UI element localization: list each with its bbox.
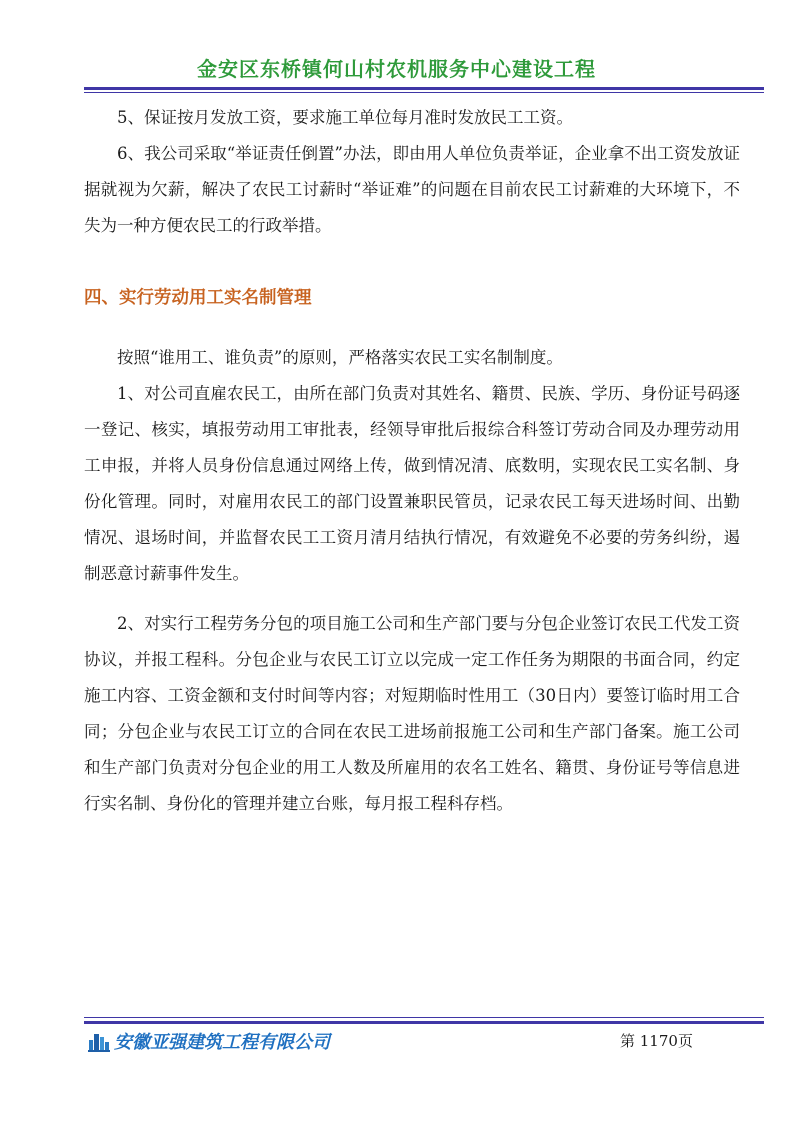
paragraph: 6、我公司采取“举证责任倒置”办法，即由用人单位负责举证，企业拿不出工资发放证据就视为欠薪，解决了农民工讨薪时“举证难”的问题在目前农民工讨薪难的大环境下，不失为一种方便农民工的行政举措。 (84, 144, 740, 235)
company-name: 安徽亚强建筑工程有限公司 (114, 1032, 330, 1053)
paragraph: 2、对实行工程劳务分包的项目施工公司和生产部门要与分包企业签订农民工代发工资协议，并报工程科。分包企业与农民工订立以完成一定工作任务为期限的书面合同，约定施工内容、工资金额和支付时间等内容；对短期临时性用工（30日内）要签订临时用工合同；分包企业与农民工订立的合同在农民工进场前报施工公司和生产部门备案。施工公司和生产部门负责对分包企业的用工人数及所雇用的农名工姓名、籍贯、身份证号等信息进行实名制、身份化的管理并建立台账，每月报工程科存档。 (84, 614, 740, 813)
header-rule-thick (84, 87, 764, 90)
paragraph: 按照“谁用工、谁负责”的原则，严格落实农民工实名制制度。 (117, 348, 563, 367)
building-icon (88, 1030, 110, 1052)
footer-company (88, 1028, 330, 1054)
section-b-body (84, 340, 740, 822)
footer-rule-thick (84, 1021, 764, 1024)
paragraph: 5、保证按月发放工资，要求施工单位每月准时发放民工工资。 (117, 108, 573, 127)
section-heading: 四、实行劳动用工实名制管理 (84, 288, 312, 308)
page-number: 第 1170页 (620, 1032, 693, 1050)
header-title: 金安区东桥镇何山村农机服务中心建设工程 (197, 57, 596, 81)
header-rule-thin (84, 92, 764, 93)
footer-rule-thin (84, 1017, 764, 1018)
paragraph: 1、对公司直雇农民工，由所在部门负责对其姓名、籍贯、民族、学历、身份证号码逐一登记、核实，填报劳动用工审批表，经领导审批后报综合科签订劳动合同及办理劳动用工申报，并将人员身份信息通过网络上传，做到情况清、底数明，实现农民工实名制、身份化管理。同时，对雇用农民工的部门设置兼职民管员，记录农民工每天进场时间、出勤情况、退场时间，并监督农民工工资月清月结执行情况，有效避免不必要的劳务纠纷，遏制恶意讨薪事件发生。 (84, 384, 740, 583)
section-a-body (84, 100, 740, 244)
